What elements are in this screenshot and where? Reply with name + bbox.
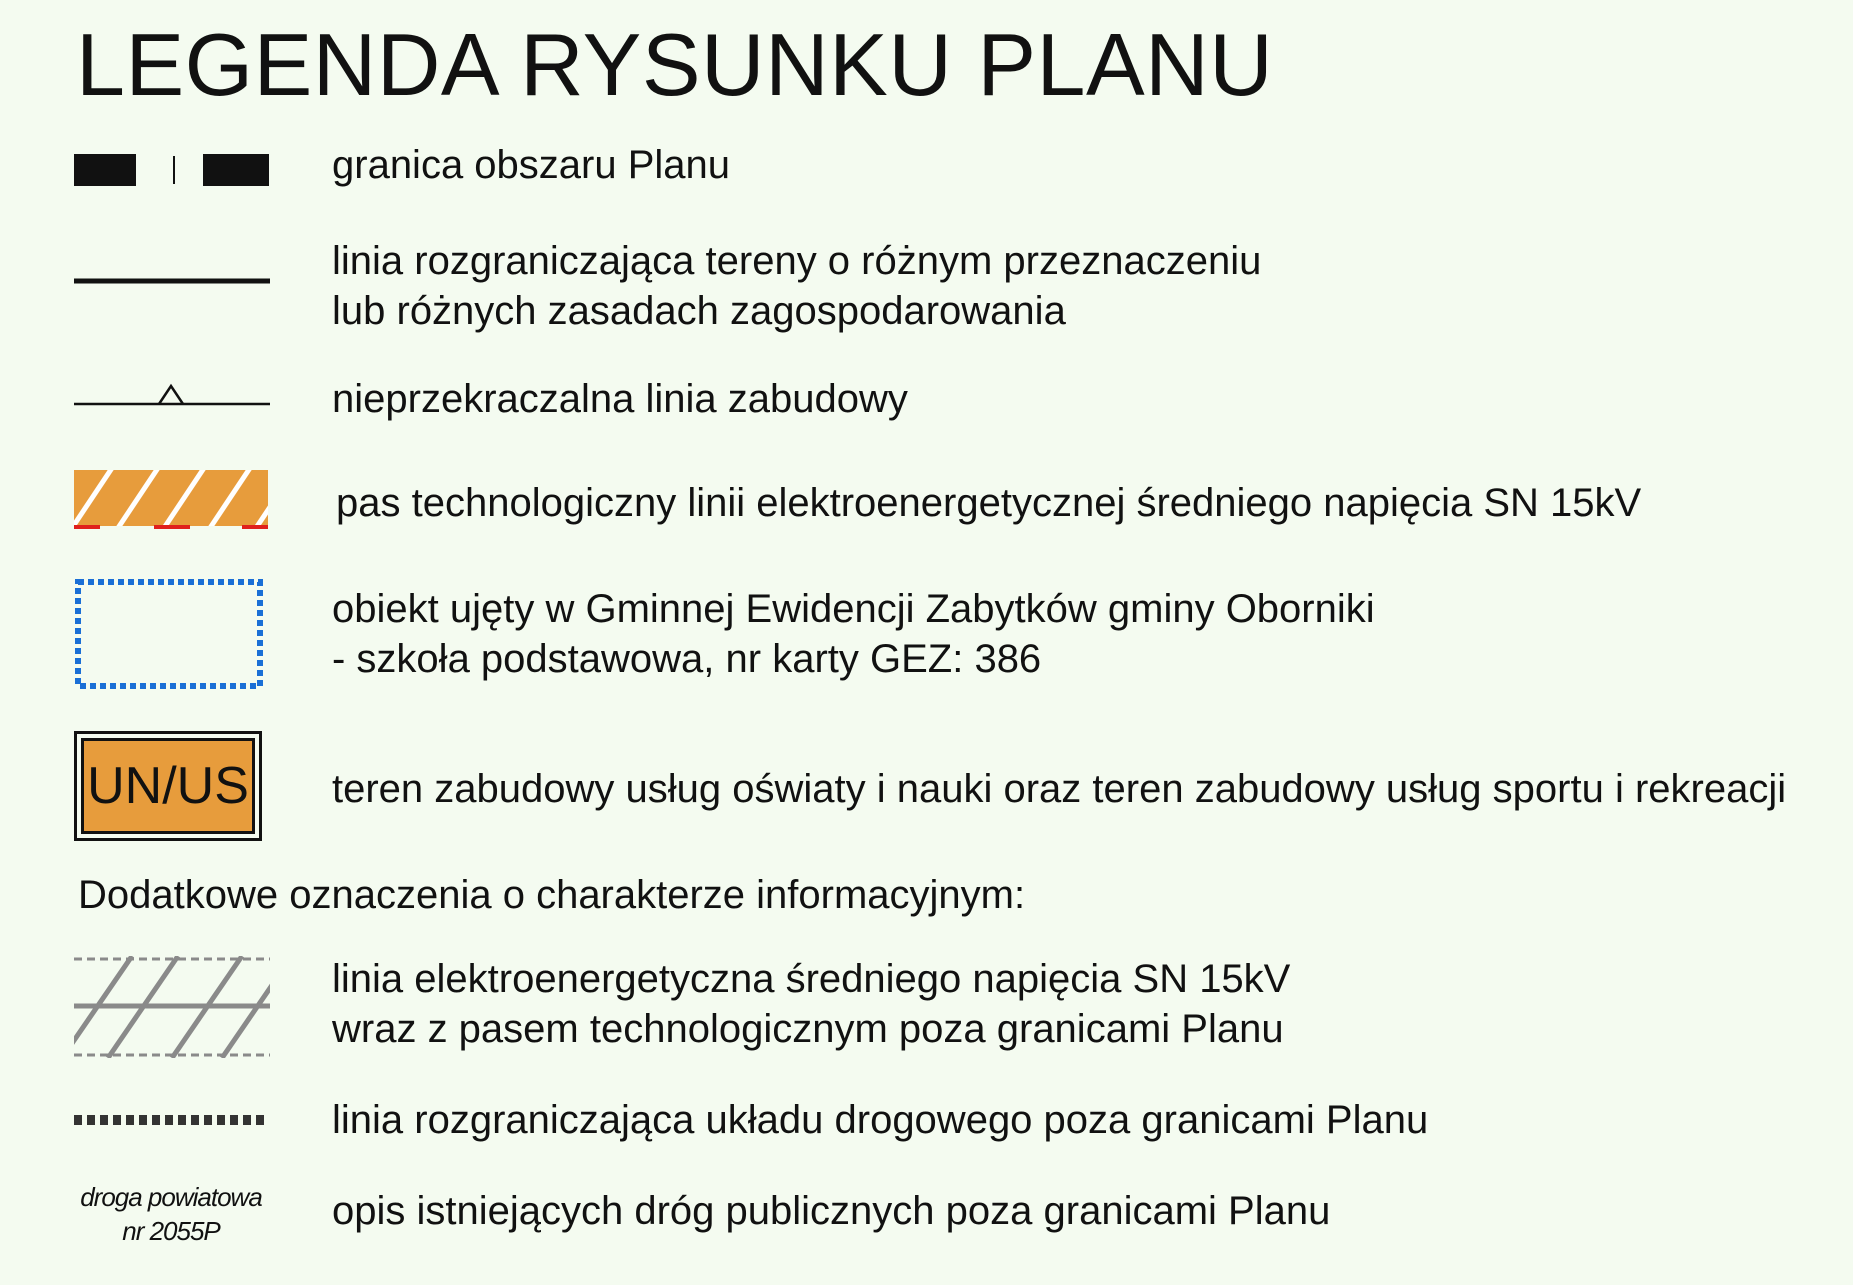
road-description-sample: droga powiatowa nr 2055P xyxy=(80,1182,262,1246)
road-description-label: opis istniejących dróg publicznych poza granicami Planu xyxy=(332,1189,1331,1233)
building-line-label: nieprzekraczalna linia zabudowy xyxy=(332,377,908,421)
plan-boundary-symbol xyxy=(72,150,272,190)
power-line-outside-label: linia elektroenergetyczna średniego napięcia SN 15kV wraz z pasem technologicznym poza granicami Planu xyxy=(332,957,1291,1051)
heritage-object-symbol xyxy=(72,576,272,692)
power-line-strip-label: pas technologiczny linii elektroenergetycznej średniego napięcia SN 15kV xyxy=(336,481,1642,525)
legend-title: LEGENDA RYSUNKU PLANU xyxy=(76,15,1274,114)
road-demarcation-symbol xyxy=(72,1112,272,1128)
plan-boundary-label: granica obszaru Planu xyxy=(332,143,731,187)
info-subheading: Dodatkowe oznaczenia o charakterze informacyjnym: xyxy=(78,873,1026,917)
heritage-object-label: obiekt ujęty w Gminnej Ewidencji Zabytków gminy Oborniki - szkoła podstawowa, nr karty GEZ: 386 xyxy=(332,587,1375,681)
zone-label-description: teren zabudowy usług oświaty i nauki oraz teren zabudowy usług sportu i rekreacji xyxy=(332,767,1787,811)
zone-label-box xyxy=(74,731,262,841)
building-line-symbol xyxy=(72,380,272,410)
zone-label-text: UN/US xyxy=(81,738,255,834)
power-line-strip-symbol xyxy=(72,468,272,532)
demarcation-line-symbol xyxy=(72,276,272,286)
road-demarcation-label: linia rozgraniczająca układu drogowego poza granicami Planu xyxy=(332,1098,1429,1142)
demarcation-line-label: linia rozgraniczająca tereny o różnym przeznaczeniu lub różnych zasadach zagospodarowania xyxy=(332,239,1262,333)
power-line-outside-symbol xyxy=(72,954,272,1060)
